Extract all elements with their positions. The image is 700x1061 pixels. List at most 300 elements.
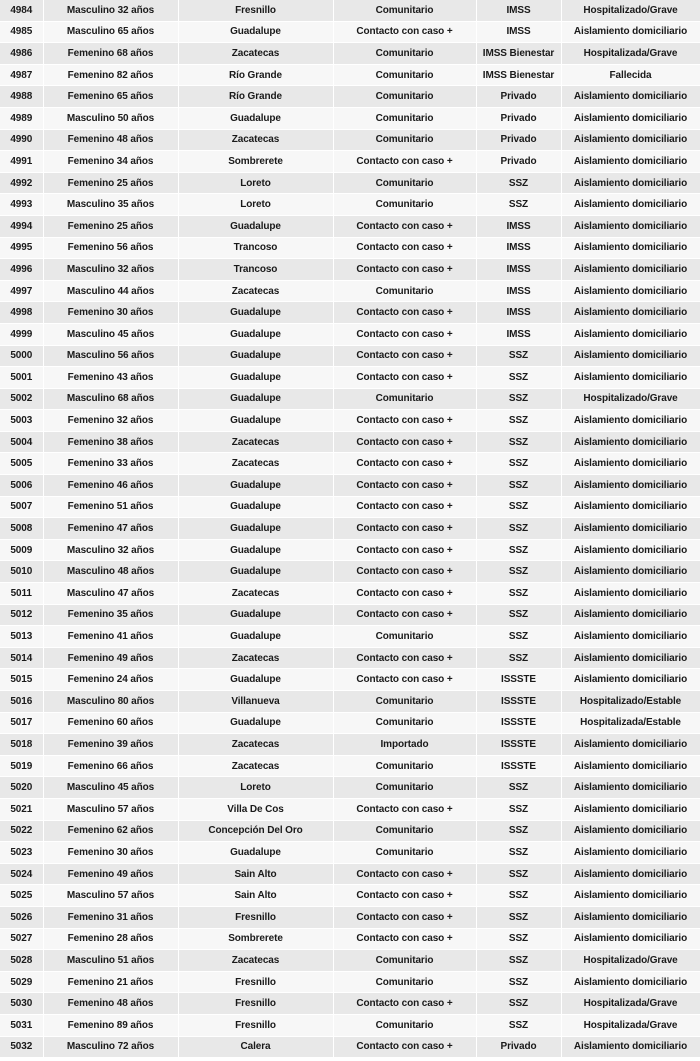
case-number-cell: 5001 — [0, 367, 43, 389]
institution-cell: SSZ — [476, 1014, 561, 1036]
case-number-cell: 4993 — [0, 194, 43, 216]
institution-cell: SSZ — [476, 777, 561, 799]
case-number-cell: 5024 — [0, 863, 43, 885]
municipality-cell: Loreto — [178, 777, 333, 799]
case-number-cell: 5008 — [0, 518, 43, 540]
status-cell: Aislamiento domiciliario — [561, 410, 700, 432]
transmission-cell: Contacto con caso + — [333, 259, 476, 281]
municipality-cell: Loreto — [178, 194, 333, 216]
transmission-cell: Comunitario — [333, 842, 476, 864]
status-cell: Aislamiento domiciliario — [561, 971, 700, 993]
table-row — [0, 691, 700, 713]
sex-age-cell: Femenino 21 años — [43, 971, 178, 993]
transmission-cell: Comunitario — [333, 194, 476, 216]
municipality-cell: Guadalupe — [178, 345, 333, 367]
institution-cell: SSZ — [476, 647, 561, 669]
municipality-cell: Guadalupe — [178, 107, 333, 129]
sex-age-cell: Femenino 33 años — [43, 453, 178, 475]
table-row — [0, 777, 700, 799]
municipality-cell: Sombrerete — [178, 151, 333, 173]
sex-age-cell: Femenino 25 años — [43, 215, 178, 237]
sex-age-cell: Femenino 32 años — [43, 410, 178, 432]
sex-age-cell: Femenino 43 años — [43, 367, 178, 389]
transmission-cell: Comunitario — [333, 777, 476, 799]
status-cell: Aislamiento domiciliario — [561, 583, 700, 605]
sex-age-cell: Femenino 41 años — [43, 626, 178, 648]
transmission-cell: Contacto con caso + — [333, 906, 476, 928]
table-row — [0, 64, 700, 86]
sex-age-cell: Femenino 46 años — [43, 475, 178, 497]
transmission-cell: Contacto con caso + — [333, 539, 476, 561]
table-row — [0, 0, 700, 21]
institution-cell: Privado — [476, 1036, 561, 1058]
transmission-cell: Contacto con caso + — [333, 863, 476, 885]
case-number-cell: 4985 — [0, 21, 43, 43]
case-number-cell: 5016 — [0, 691, 43, 713]
table-row — [0, 1014, 700, 1036]
sex-age-cell: Masculino 32 años — [43, 259, 178, 281]
institution-cell: IMSS — [476, 21, 561, 43]
case-number-cell: 5028 — [0, 950, 43, 972]
municipality-cell: Trancoso — [178, 259, 333, 281]
sex-age-cell: Femenino 48 años — [43, 129, 178, 151]
municipality-cell: Guadalupe — [178, 561, 333, 583]
sex-age-cell: Masculino 72 años — [43, 1036, 178, 1058]
status-cell: Aislamiento domiciliario — [561, 215, 700, 237]
institution-cell: SSZ — [476, 561, 561, 583]
case-number-cell: 4998 — [0, 302, 43, 324]
municipality-cell: Zacatecas — [178, 647, 333, 669]
table-row — [0, 583, 700, 605]
sex-age-cell: Masculino 50 años — [43, 107, 178, 129]
institution-cell: IMSS — [476, 215, 561, 237]
table-row — [0, 43, 700, 65]
table-row — [0, 842, 700, 864]
transmission-cell: Comunitario — [333, 43, 476, 65]
table-row — [0, 151, 700, 173]
municipality-cell: Trancoso — [178, 237, 333, 259]
sex-age-cell: Femenino 49 años — [43, 647, 178, 669]
case-number-cell: 5015 — [0, 669, 43, 691]
case-number-cell: 5009 — [0, 539, 43, 561]
status-cell: Aislamiento domiciliario — [561, 280, 700, 302]
institution-cell: Privado — [476, 151, 561, 173]
case-number-cell: 5031 — [0, 1014, 43, 1036]
sex-age-cell: Masculino 45 años — [43, 323, 178, 345]
institution-cell: Privado — [476, 107, 561, 129]
transmission-cell: Contacto con caso + — [333, 237, 476, 259]
institution-cell: SSZ — [476, 885, 561, 907]
transmission-cell: Comunitario — [333, 691, 476, 713]
institution-cell: SSZ — [476, 583, 561, 605]
sex-age-cell: Femenino 65 años — [43, 86, 178, 108]
municipality-cell: Río Grande — [178, 64, 333, 86]
transmission-cell: Contacto con caso + — [333, 561, 476, 583]
table-row — [0, 453, 700, 475]
status-cell: Hospitalizado/Grave — [561, 0, 700, 21]
case-number-cell: 5030 — [0, 993, 43, 1015]
case-number-cell: 5013 — [0, 626, 43, 648]
municipality-cell: Villanueva — [178, 691, 333, 713]
case-number-cell: 4988 — [0, 86, 43, 108]
table-row — [0, 518, 700, 540]
status-cell: Aislamiento domiciliario — [561, 367, 700, 389]
table-row — [0, 237, 700, 259]
institution-cell: SSZ — [476, 993, 561, 1015]
status-cell: Aislamiento domiciliario — [561, 798, 700, 820]
institution-cell: ISSSTE — [476, 669, 561, 691]
sex-age-cell: Femenino 68 años — [43, 43, 178, 65]
table-row — [0, 604, 700, 626]
table-row — [0, 647, 700, 669]
transmission-cell: Contacto con caso + — [333, 475, 476, 497]
municipality-cell: Guadalupe — [178, 302, 333, 324]
case-number-cell: 4996 — [0, 259, 43, 281]
sex-age-cell: Masculino 57 años — [43, 885, 178, 907]
status-cell: Hospitalizada/Grave — [561, 1014, 700, 1036]
case-number-cell: 5023 — [0, 842, 43, 864]
sex-age-cell: Femenino 48 años — [43, 993, 178, 1015]
institution-cell: SSZ — [476, 475, 561, 497]
institution-cell: SSZ — [476, 820, 561, 842]
institution-cell: SSZ — [476, 950, 561, 972]
status-cell: Aislamiento domiciliario — [561, 431, 700, 453]
sex-age-cell: Masculino 57 años — [43, 798, 178, 820]
sex-age-cell: Masculino 47 años — [43, 583, 178, 605]
status-cell: Hospitalizada/Grave — [561, 993, 700, 1015]
case-number-cell: 5012 — [0, 604, 43, 626]
status-cell: Aislamiento domiciliario — [561, 885, 700, 907]
sex-age-cell: Femenino 62 años — [43, 820, 178, 842]
institution-cell: ISSSTE — [476, 755, 561, 777]
sex-age-cell: Masculino 32 años — [43, 0, 178, 21]
municipality-cell: Sain Alto — [178, 863, 333, 885]
institution-cell: SSZ — [476, 410, 561, 432]
sex-age-cell: Masculino 32 años — [43, 539, 178, 561]
status-cell: Aislamiento domiciliario — [561, 842, 700, 864]
case-number-cell: 5004 — [0, 431, 43, 453]
institution-cell: IMSS — [476, 323, 561, 345]
sex-age-cell: Femenino 35 años — [43, 604, 178, 626]
transmission-cell: Comunitario — [333, 1014, 476, 1036]
transmission-cell: Comunitario — [333, 820, 476, 842]
status-cell: Aislamiento domiciliario — [561, 561, 700, 583]
case-number-cell: 5000 — [0, 345, 43, 367]
municipality-cell: Guadalupe — [178, 21, 333, 43]
transmission-cell: Contacto con caso + — [333, 647, 476, 669]
status-cell: Aislamiento domiciliario — [561, 107, 700, 129]
transmission-cell: Comunitario — [333, 388, 476, 410]
table-row — [0, 215, 700, 237]
status-cell: Hospitalizada/Estable — [561, 712, 700, 734]
sex-age-cell: Femenino 25 años — [43, 172, 178, 194]
case-number-cell: 4992 — [0, 172, 43, 194]
municipality-cell: Fresnillo — [178, 0, 333, 21]
status-cell: Hospitalizado/Grave — [561, 950, 700, 972]
transmission-cell: Comunitario — [333, 0, 476, 21]
status-cell: Aislamiento domiciliario — [561, 820, 700, 842]
case-number-cell: 5018 — [0, 734, 43, 756]
case-number-cell: 5026 — [0, 906, 43, 928]
transmission-cell: Importado — [333, 734, 476, 756]
status-cell: Aislamiento domiciliario — [561, 626, 700, 648]
municipality-cell: Guadalupe — [178, 496, 333, 518]
case-number-cell: 5002 — [0, 388, 43, 410]
sex-age-cell: Femenino 31 años — [43, 906, 178, 928]
municipality-cell: Guadalupe — [178, 388, 333, 410]
institution-cell: ISSSTE — [476, 691, 561, 713]
municipality-cell: Guadalupe — [178, 323, 333, 345]
transmission-cell: Contacto con caso + — [333, 928, 476, 950]
status-cell: Aislamiento domiciliario — [561, 194, 700, 216]
table-row — [0, 367, 700, 389]
institution-cell: SSZ — [476, 906, 561, 928]
status-cell: Hospitalizado/Grave — [561, 388, 700, 410]
institution-cell: SSZ — [476, 431, 561, 453]
transmission-cell: Contacto con caso + — [333, 518, 476, 540]
transmission-cell: Comunitario — [333, 172, 476, 194]
case-number-cell: 4984 — [0, 0, 43, 21]
table-row — [0, 172, 700, 194]
municipality-cell: Loreto — [178, 172, 333, 194]
institution-cell: SSZ — [476, 626, 561, 648]
sex-age-cell: Masculino 68 años — [43, 388, 178, 410]
case-number-cell: 4994 — [0, 215, 43, 237]
institution-cell: SSZ — [476, 928, 561, 950]
institution-cell: SSZ — [476, 194, 561, 216]
municipality-cell: Guadalupe — [178, 712, 333, 734]
municipality-cell: Guadalupe — [178, 367, 333, 389]
status-cell: Aislamiento domiciliario — [561, 302, 700, 324]
sex-age-cell: Femenino 49 años — [43, 863, 178, 885]
municipality-cell: Calera — [178, 1036, 333, 1058]
municipality-cell: Villa De Cos — [178, 798, 333, 820]
institution-cell: IMSS — [476, 259, 561, 281]
municipality-cell: Zacatecas — [178, 583, 333, 605]
status-cell: Aislamiento domiciliario — [561, 647, 700, 669]
institution-cell: Privado — [476, 86, 561, 108]
transmission-cell: Contacto con caso + — [333, 453, 476, 475]
case-number-cell: 4995 — [0, 237, 43, 259]
table-row — [0, 539, 700, 561]
sex-age-cell: Femenino 47 años — [43, 518, 178, 540]
municipality-cell: Fresnillo — [178, 971, 333, 993]
transmission-cell: Comunitario — [333, 950, 476, 972]
transmission-cell: Comunitario — [333, 86, 476, 108]
sex-age-cell: Femenino 28 años — [43, 928, 178, 950]
sex-age-cell: Femenino 30 años — [43, 842, 178, 864]
transmission-cell: Contacto con caso + — [333, 323, 476, 345]
institution-cell: SSZ — [476, 345, 561, 367]
table-row — [0, 798, 700, 820]
municipality-cell: Fresnillo — [178, 993, 333, 1015]
status-cell: Aislamiento domiciliario — [561, 539, 700, 561]
table-row — [0, 323, 700, 345]
municipality-cell: Guadalupe — [178, 539, 333, 561]
transmission-cell: Comunitario — [333, 971, 476, 993]
status-cell: Aislamiento domiciliario — [561, 777, 700, 799]
transmission-cell: Contacto con caso + — [333, 798, 476, 820]
institution-cell: SSZ — [476, 842, 561, 864]
table-row — [0, 626, 700, 648]
transmission-cell: Comunitario — [333, 107, 476, 129]
table-row — [0, 734, 700, 756]
municipality-cell: Fresnillo — [178, 906, 333, 928]
institution-cell: SSZ — [476, 539, 561, 561]
status-cell: Aislamiento domiciliario — [561, 453, 700, 475]
status-cell: Aislamiento domiciliario — [561, 323, 700, 345]
status-cell: Aislamiento domiciliario — [561, 669, 700, 691]
transmission-cell: Contacto con caso + — [333, 215, 476, 237]
transmission-cell: Contacto con caso + — [333, 367, 476, 389]
institution-cell: SSZ — [476, 496, 561, 518]
case-number-cell: 4997 — [0, 280, 43, 302]
sex-age-cell: Femenino 82 años — [43, 64, 178, 86]
institution-cell: SSZ — [476, 388, 561, 410]
institution-cell: IMSS Bienestar — [476, 64, 561, 86]
status-cell: Hospitalizado/Estable — [561, 691, 700, 713]
table-row — [0, 259, 700, 281]
status-cell: Aislamiento domiciliario — [561, 475, 700, 497]
status-cell: Aislamiento domiciliario — [561, 755, 700, 777]
municipality-cell: Fresnillo — [178, 1014, 333, 1036]
status-cell: Aislamiento domiciliario — [561, 86, 700, 108]
status-cell: Aislamiento domiciliario — [561, 345, 700, 367]
table-row — [0, 107, 700, 129]
transmission-cell: Contacto con caso + — [333, 431, 476, 453]
case-number-cell: 5010 — [0, 561, 43, 583]
table-row — [0, 496, 700, 518]
sex-age-cell: Masculino 45 años — [43, 777, 178, 799]
case-number-cell: 4986 — [0, 43, 43, 65]
transmission-cell: Contacto con caso + — [333, 1036, 476, 1058]
status-cell: Aislamiento domiciliario — [561, 21, 700, 43]
sex-age-cell: Femenino 39 años — [43, 734, 178, 756]
institution-cell: SSZ — [476, 172, 561, 194]
status-cell: Aislamiento domiciliario — [561, 604, 700, 626]
sex-age-cell: Femenino 60 años — [43, 712, 178, 734]
case-number-cell: 5029 — [0, 971, 43, 993]
sex-age-cell: Femenino 24 años — [43, 669, 178, 691]
institution-cell: SSZ — [476, 518, 561, 540]
sex-age-cell: Femenino 38 años — [43, 431, 178, 453]
municipality-cell: Río Grande — [178, 86, 333, 108]
status-cell: Fallecida — [561, 64, 700, 86]
table-row — [0, 885, 700, 907]
institution-cell: IMSS — [476, 280, 561, 302]
table-row — [0, 431, 700, 453]
sex-age-cell: Femenino 51 años — [43, 496, 178, 518]
transmission-cell: Contacto con caso + — [333, 345, 476, 367]
institution-cell: SSZ — [476, 863, 561, 885]
institution-cell: ISSSTE — [476, 712, 561, 734]
transmission-cell: Contacto con caso + — [333, 496, 476, 518]
table-row — [0, 712, 700, 734]
case-number-cell: 5019 — [0, 755, 43, 777]
municipality-cell: Zacatecas — [178, 280, 333, 302]
municipality-cell: Zacatecas — [178, 755, 333, 777]
status-cell: Aislamiento domiciliario — [561, 237, 700, 259]
case-number-cell: 5032 — [0, 1036, 43, 1058]
table-row — [0, 194, 700, 216]
status-cell: Aislamiento domiciliario — [561, 151, 700, 173]
case-number-cell: 5003 — [0, 410, 43, 432]
transmission-cell: Contacto con caso + — [333, 885, 476, 907]
table-row — [0, 129, 700, 151]
sex-age-cell: Masculino 51 años — [43, 950, 178, 972]
transmission-cell: Comunitario — [333, 755, 476, 777]
case-number-cell: 5005 — [0, 453, 43, 475]
table-row — [0, 86, 700, 108]
municipality-cell: Sombrerete — [178, 928, 333, 950]
institution-cell: Privado — [476, 129, 561, 151]
table-row — [0, 971, 700, 993]
sex-age-cell: Masculino 35 años — [43, 194, 178, 216]
municipality-cell: Sain Alto — [178, 885, 333, 907]
transmission-cell: Comunitario — [333, 712, 476, 734]
case-number-cell: 5007 — [0, 496, 43, 518]
institution-cell: IMSS Bienestar — [476, 43, 561, 65]
case-number-cell: 5011 — [0, 583, 43, 605]
status-cell: Aislamiento domiciliario — [561, 172, 700, 194]
sex-age-cell: Masculino 65 años — [43, 21, 178, 43]
institution-cell: IMSS — [476, 237, 561, 259]
status-cell: Aislamiento domiciliario — [561, 734, 700, 756]
sex-age-cell: Femenino 89 años — [43, 1014, 178, 1036]
status-cell: Aislamiento domiciliario — [561, 259, 700, 281]
status-cell: Hospitalizada/Grave — [561, 43, 700, 65]
institution-cell: IMSS — [476, 0, 561, 21]
transmission-cell: Contacto con caso + — [333, 21, 476, 43]
transmission-cell: Comunitario — [333, 129, 476, 151]
municipality-cell: Guadalupe — [178, 604, 333, 626]
case-number-cell: 5025 — [0, 885, 43, 907]
table-row — [0, 755, 700, 777]
sex-age-cell: Femenino 66 años — [43, 755, 178, 777]
municipality-cell: Zacatecas — [178, 431, 333, 453]
case-number-cell: 5014 — [0, 647, 43, 669]
table-row — [0, 280, 700, 302]
table-row — [0, 928, 700, 950]
table-row — [0, 669, 700, 691]
case-number-cell: 4990 — [0, 129, 43, 151]
institution-cell: SSZ — [476, 798, 561, 820]
case-number-cell: 4991 — [0, 151, 43, 173]
municipality-cell: Zacatecas — [178, 453, 333, 475]
institution-cell: SSZ — [476, 971, 561, 993]
municipality-cell: Guadalupe — [178, 518, 333, 540]
table-row — [0, 820, 700, 842]
municipality-cell: Guadalupe — [178, 842, 333, 864]
municipality-cell: Guadalupe — [178, 475, 333, 497]
table-row — [0, 863, 700, 885]
sex-age-cell: Masculino 44 años — [43, 280, 178, 302]
table-row — [0, 906, 700, 928]
transmission-cell: Contacto con caso + — [333, 410, 476, 432]
municipality-cell: Concepción Del Oro — [178, 820, 333, 842]
table-row — [0, 302, 700, 324]
transmission-cell: Comunitario — [333, 280, 476, 302]
transmission-cell: Comunitario — [333, 626, 476, 648]
transmission-cell: Contacto con caso + — [333, 669, 476, 691]
municipality-cell: Zacatecas — [178, 43, 333, 65]
table-row — [0, 475, 700, 497]
case-number-cell: 5021 — [0, 798, 43, 820]
case-number-cell: 5020 — [0, 777, 43, 799]
institution-cell: SSZ — [476, 367, 561, 389]
transmission-cell: Contacto con caso + — [333, 993, 476, 1015]
table-row — [0, 345, 700, 367]
